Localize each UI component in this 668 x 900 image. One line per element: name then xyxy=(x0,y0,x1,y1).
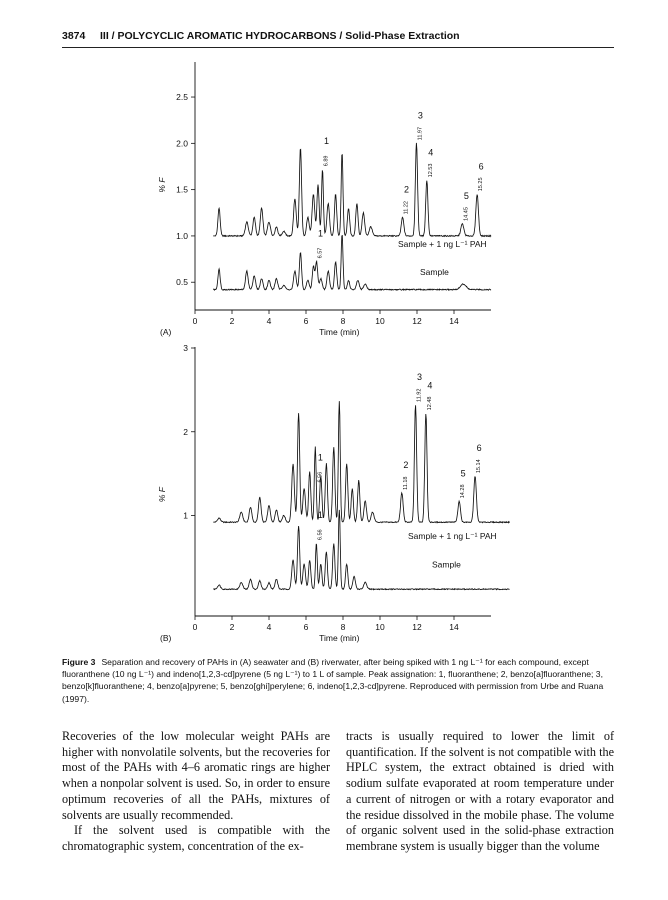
panel-label: (A) xyxy=(160,327,172,337)
x-tick-label: 14 xyxy=(449,622,459,632)
y-tick-label: 1.5 xyxy=(176,184,188,195)
panel-a-chart xyxy=(157,62,491,337)
peak-retention-time: 14.45 xyxy=(463,207,470,221)
trace-annotation: Sample xyxy=(420,266,449,277)
x-axis-label: Time (min) xyxy=(319,327,360,337)
figure-caption-label: Figure 3 xyxy=(62,657,96,667)
trace-annotation: Sample + 1 ng L⁻¹ PAH xyxy=(398,239,487,250)
peak-number: 6 xyxy=(478,161,484,172)
x-tick-label: 12 xyxy=(412,622,422,632)
panel-b-chart xyxy=(157,343,510,643)
x-tick-label: 8 xyxy=(340,316,346,326)
y-axis-label: % F xyxy=(157,487,167,503)
y-tick-label: 2.0 xyxy=(176,138,188,149)
body-paragraph: If the solvent used is compatible with the chromatographic system, concentration of the ex- xyxy=(62,823,330,853)
peak-retention-time: 6.89 xyxy=(323,155,330,167)
peak-retention-time: 15.25 xyxy=(478,177,485,192)
y-axis-label: % F xyxy=(157,177,167,193)
trace-line xyxy=(214,143,492,237)
y-tick-label: 1.0 xyxy=(176,230,188,241)
peak-retention-time: 12.53 xyxy=(427,163,434,178)
body-paragraph: tracts is usually required to lower the limit of quantification. If the solvent is not compatible with the HPLC system, the extract obtained is dried with sodium sulfate evaporated at room temperature under a current of nitrogen or with a rotary evaporator and the residue dissolved in the mobile phase. The volume of organic solvent used in the solid-phase extraction membrane system is usually bigger than the volume xyxy=(346,729,614,853)
trace-line xyxy=(214,401,510,523)
peak-retention-time: 6.57 xyxy=(317,247,324,259)
peak-number: 6 xyxy=(476,443,482,454)
panel-label: (B) xyxy=(160,633,172,643)
x-tick-label: 10 xyxy=(375,316,385,326)
y-tick-label: 3 xyxy=(183,343,188,353)
peak-number: 3 xyxy=(417,110,423,121)
x-tick-label: 6 xyxy=(303,622,309,632)
x-tick-label: 8 xyxy=(340,622,346,632)
peak-number: 3 xyxy=(417,371,423,382)
peak-retention-time: 6.56 xyxy=(317,471,324,483)
x-tick-label: 12 xyxy=(412,316,422,326)
peak-retention-time: 12.48 xyxy=(426,396,433,411)
peak-retention-time: 11.92 xyxy=(416,388,423,402)
x-tick-label: 6 xyxy=(303,316,309,326)
peak-retention-time: 11.22 xyxy=(403,201,410,215)
peak-retention-time: 6.56 xyxy=(317,529,324,541)
peak-number: 5 xyxy=(463,190,469,201)
running-title: III / POLYCYCLIC AROMATIC HYDROCARBONS / Solid-Phase Extraction xyxy=(100,30,460,42)
y-tick-label: 1 xyxy=(183,510,188,521)
y-tick-label: 0.5 xyxy=(176,277,188,288)
y-tick-label: 2 xyxy=(183,426,188,437)
x-tick-label: 2 xyxy=(229,622,235,632)
x-tick-label: 10 xyxy=(375,622,385,632)
trace-annotation: Sample + 1 ng L⁻¹ PAH xyxy=(408,530,497,541)
peak-number: 4 xyxy=(428,147,434,158)
peak-number: 5 xyxy=(460,468,466,479)
body-column-right xyxy=(346,729,614,855)
trace-annotation: Sample xyxy=(432,559,461,570)
x-axis-label: Time (min) xyxy=(319,633,360,643)
x-tick-label: 14 xyxy=(449,316,459,326)
peak-number: 1 xyxy=(318,228,324,239)
peak-number: 4 xyxy=(427,380,433,391)
peak-number: 2 xyxy=(404,184,410,195)
peak-number: 1 xyxy=(317,452,323,463)
peak-retention-time: 14.28 xyxy=(460,484,467,499)
page-number: 3874 xyxy=(62,30,86,42)
body-paragraph: Recoveries of the low molecular weight PAHs are higher with nonvolatile solvents, but the recoveries for most of the PAHs with 4–6 aromatic rings are higher when a nonpolar solvent is used. So, in order to ensure optimum recoveries of all the PAHs, mixtures of solvents are usually recommended. xyxy=(62,729,330,822)
peak-retention-time: 11.18 xyxy=(402,476,409,490)
x-tick-label: 4 xyxy=(266,316,272,326)
peak-number: 2 xyxy=(403,459,409,470)
figure-caption-text: Separation and recovery of PAHs in (A) seawater and (B) riverwater, after being spiked with 1 ng L⁻¹ for each compound, except fluoranthene (10 ng L⁻¹) and indeno[1,2,3-cd]pyrene (5 ng L⁻¹) to 1 L of sample. Peak assignation: 1, fluoranthene; 2, benzo[a]fluoranthene; 3, benzo[k]fluoranthene; 4, benzo[a]pyrene; 5, benzo[ghi]perylene; 6, indeno[1,2,3-cd]pyrene. Reproduced with permission from Urbe and Ruana (1997). xyxy=(62,657,604,704)
x-tick-label: 4 xyxy=(266,622,272,632)
peak-number: 1 xyxy=(317,510,323,521)
peak-number: 1 xyxy=(323,136,329,147)
peak-retention-time: 11.97 xyxy=(417,126,424,141)
x-tick-label: 0 xyxy=(192,316,198,326)
y-tick-label: 2.5 xyxy=(176,92,188,103)
peak-retention-time: 15.14 xyxy=(476,459,483,474)
figure-caption xyxy=(62,656,614,705)
body-column-left xyxy=(62,729,330,855)
x-tick-label: 0 xyxy=(192,622,198,632)
x-tick-label: 2 xyxy=(229,316,235,326)
